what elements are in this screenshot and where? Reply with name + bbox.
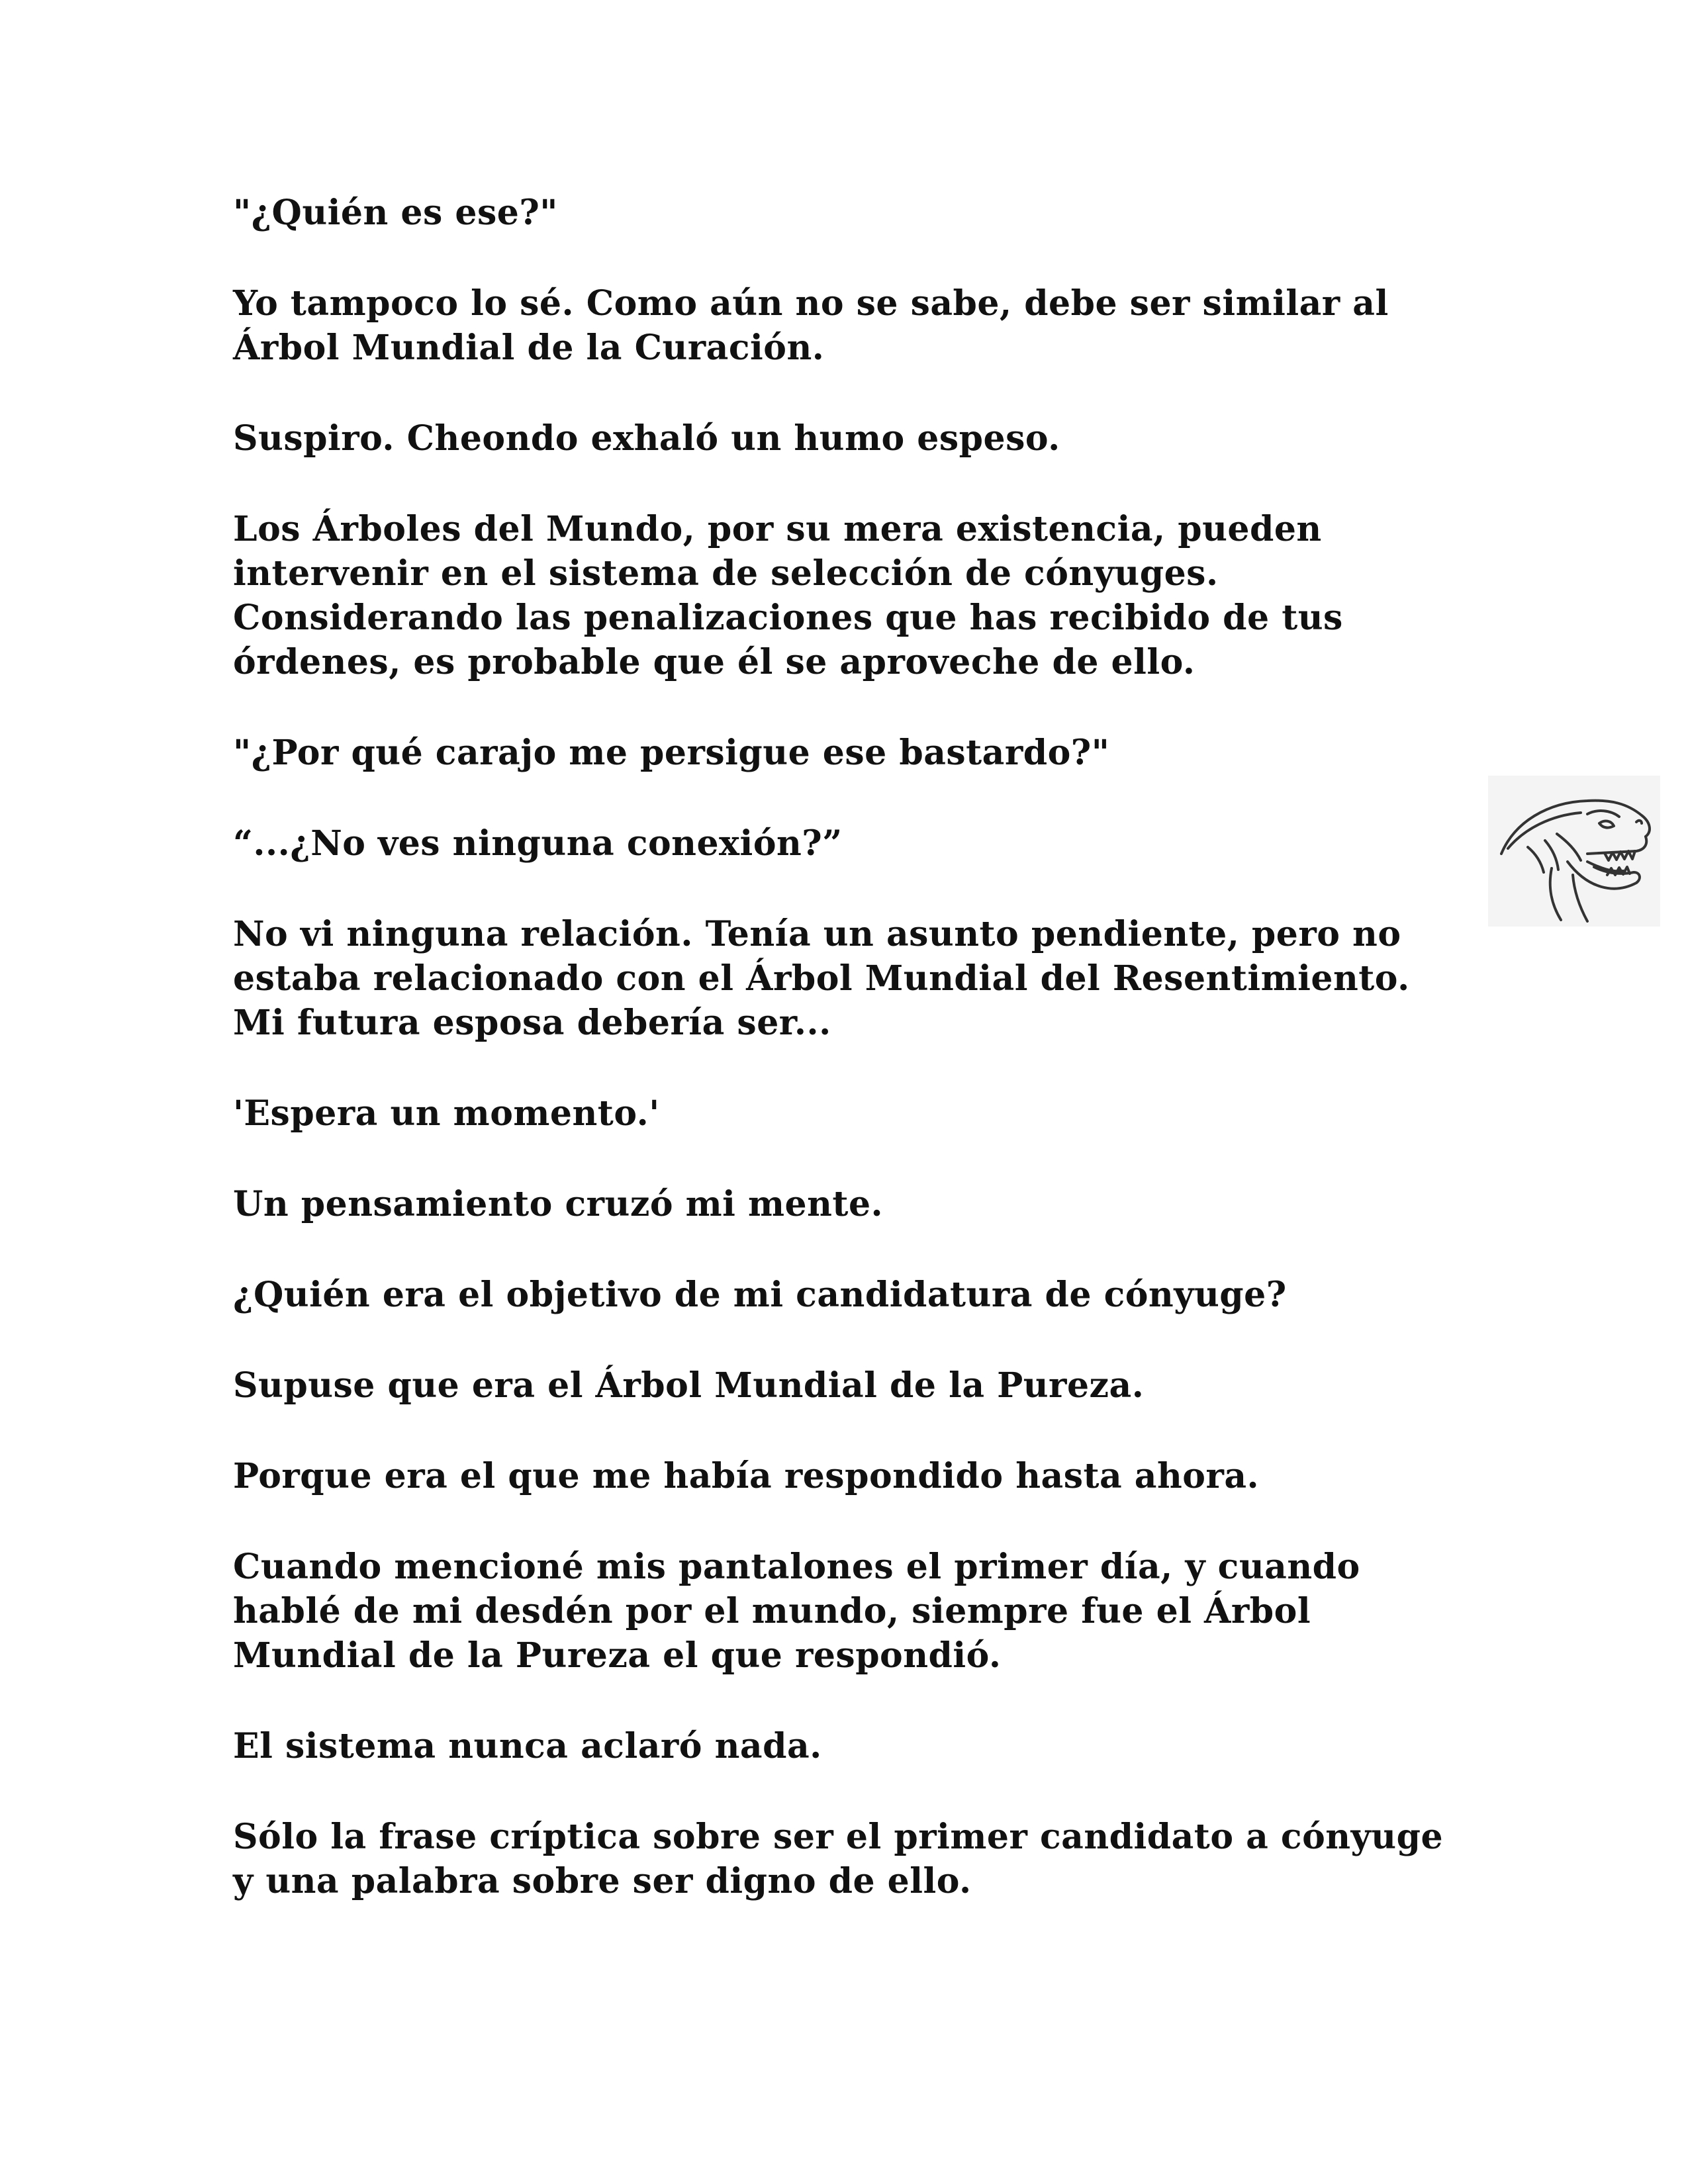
dinosaur-head-icon — [1488, 776, 1660, 927]
paragraph-15: Sólo la frase críptica sobre ser el primer candidato a cónyuge y una palabra sobre ser digno de ello. — [233, 1817, 1444, 1901]
paragraph-9: Un pensamiento cruzó mi mente. — [233, 1184, 884, 1224]
paragraph-7: No vi ninguna relación. Tenía un asunto pendiente, pero no estaba relacionado con el Árbol Mundial del Resentimiento. Mi futura esposa debería ser... — [233, 914, 1410, 1043]
paragraph-8: 'Espera un momento.' — [233, 1093, 660, 1134]
paragraph-14: El sistema nunca aclaró nada. — [233, 1726, 822, 1766]
paragraph-2: Yo tampoco lo sé. Como aún no se sabe, debe ser similar al Árbol Mundial de la Curación. — [233, 283, 1389, 368]
paragraph-3: Suspiro. Cheondo exhaló un humo espeso. — [233, 418, 1060, 459]
dinosaur-head-svg — [1488, 776, 1660, 927]
paragraph-13: Cuando mencioné mis pantalones el primer día, y cuando hablé de mi desdén por el mundo, siempre fue el Árbol Mundial de la Pureza el que respondió. — [233, 1547, 1360, 1676]
paragraph-6: “...¿No ves ninguna conexión?” — [233, 823, 843, 864]
paragraph-12: Porque era el que me había respondido hasta ahora. — [233, 1456, 1260, 1496]
paragraph-5: "¿Por qué carajo me persigue ese bastardo?" — [233, 733, 1110, 773]
paragraph-4: Los Árboles del Mundo, por su mera existencia, pueden intervenir en el sistema de selección de cónyuges. Considerando las penalizaciones que has recibido de tus órdenes, es probable que él se aproveche de ello. — [233, 509, 1343, 682]
paragraph-10: ¿Quién era el objetivo de mi candidatura de cónyuge? — [233, 1275, 1287, 1315]
paragraph-11: Supuse que era el Árbol Mundial de la Pureza. — [233, 1365, 1145, 1406]
body-text — [233, 191, 1491, 1950]
paragraph-1: "¿Quién es ese?" — [233, 193, 558, 233]
